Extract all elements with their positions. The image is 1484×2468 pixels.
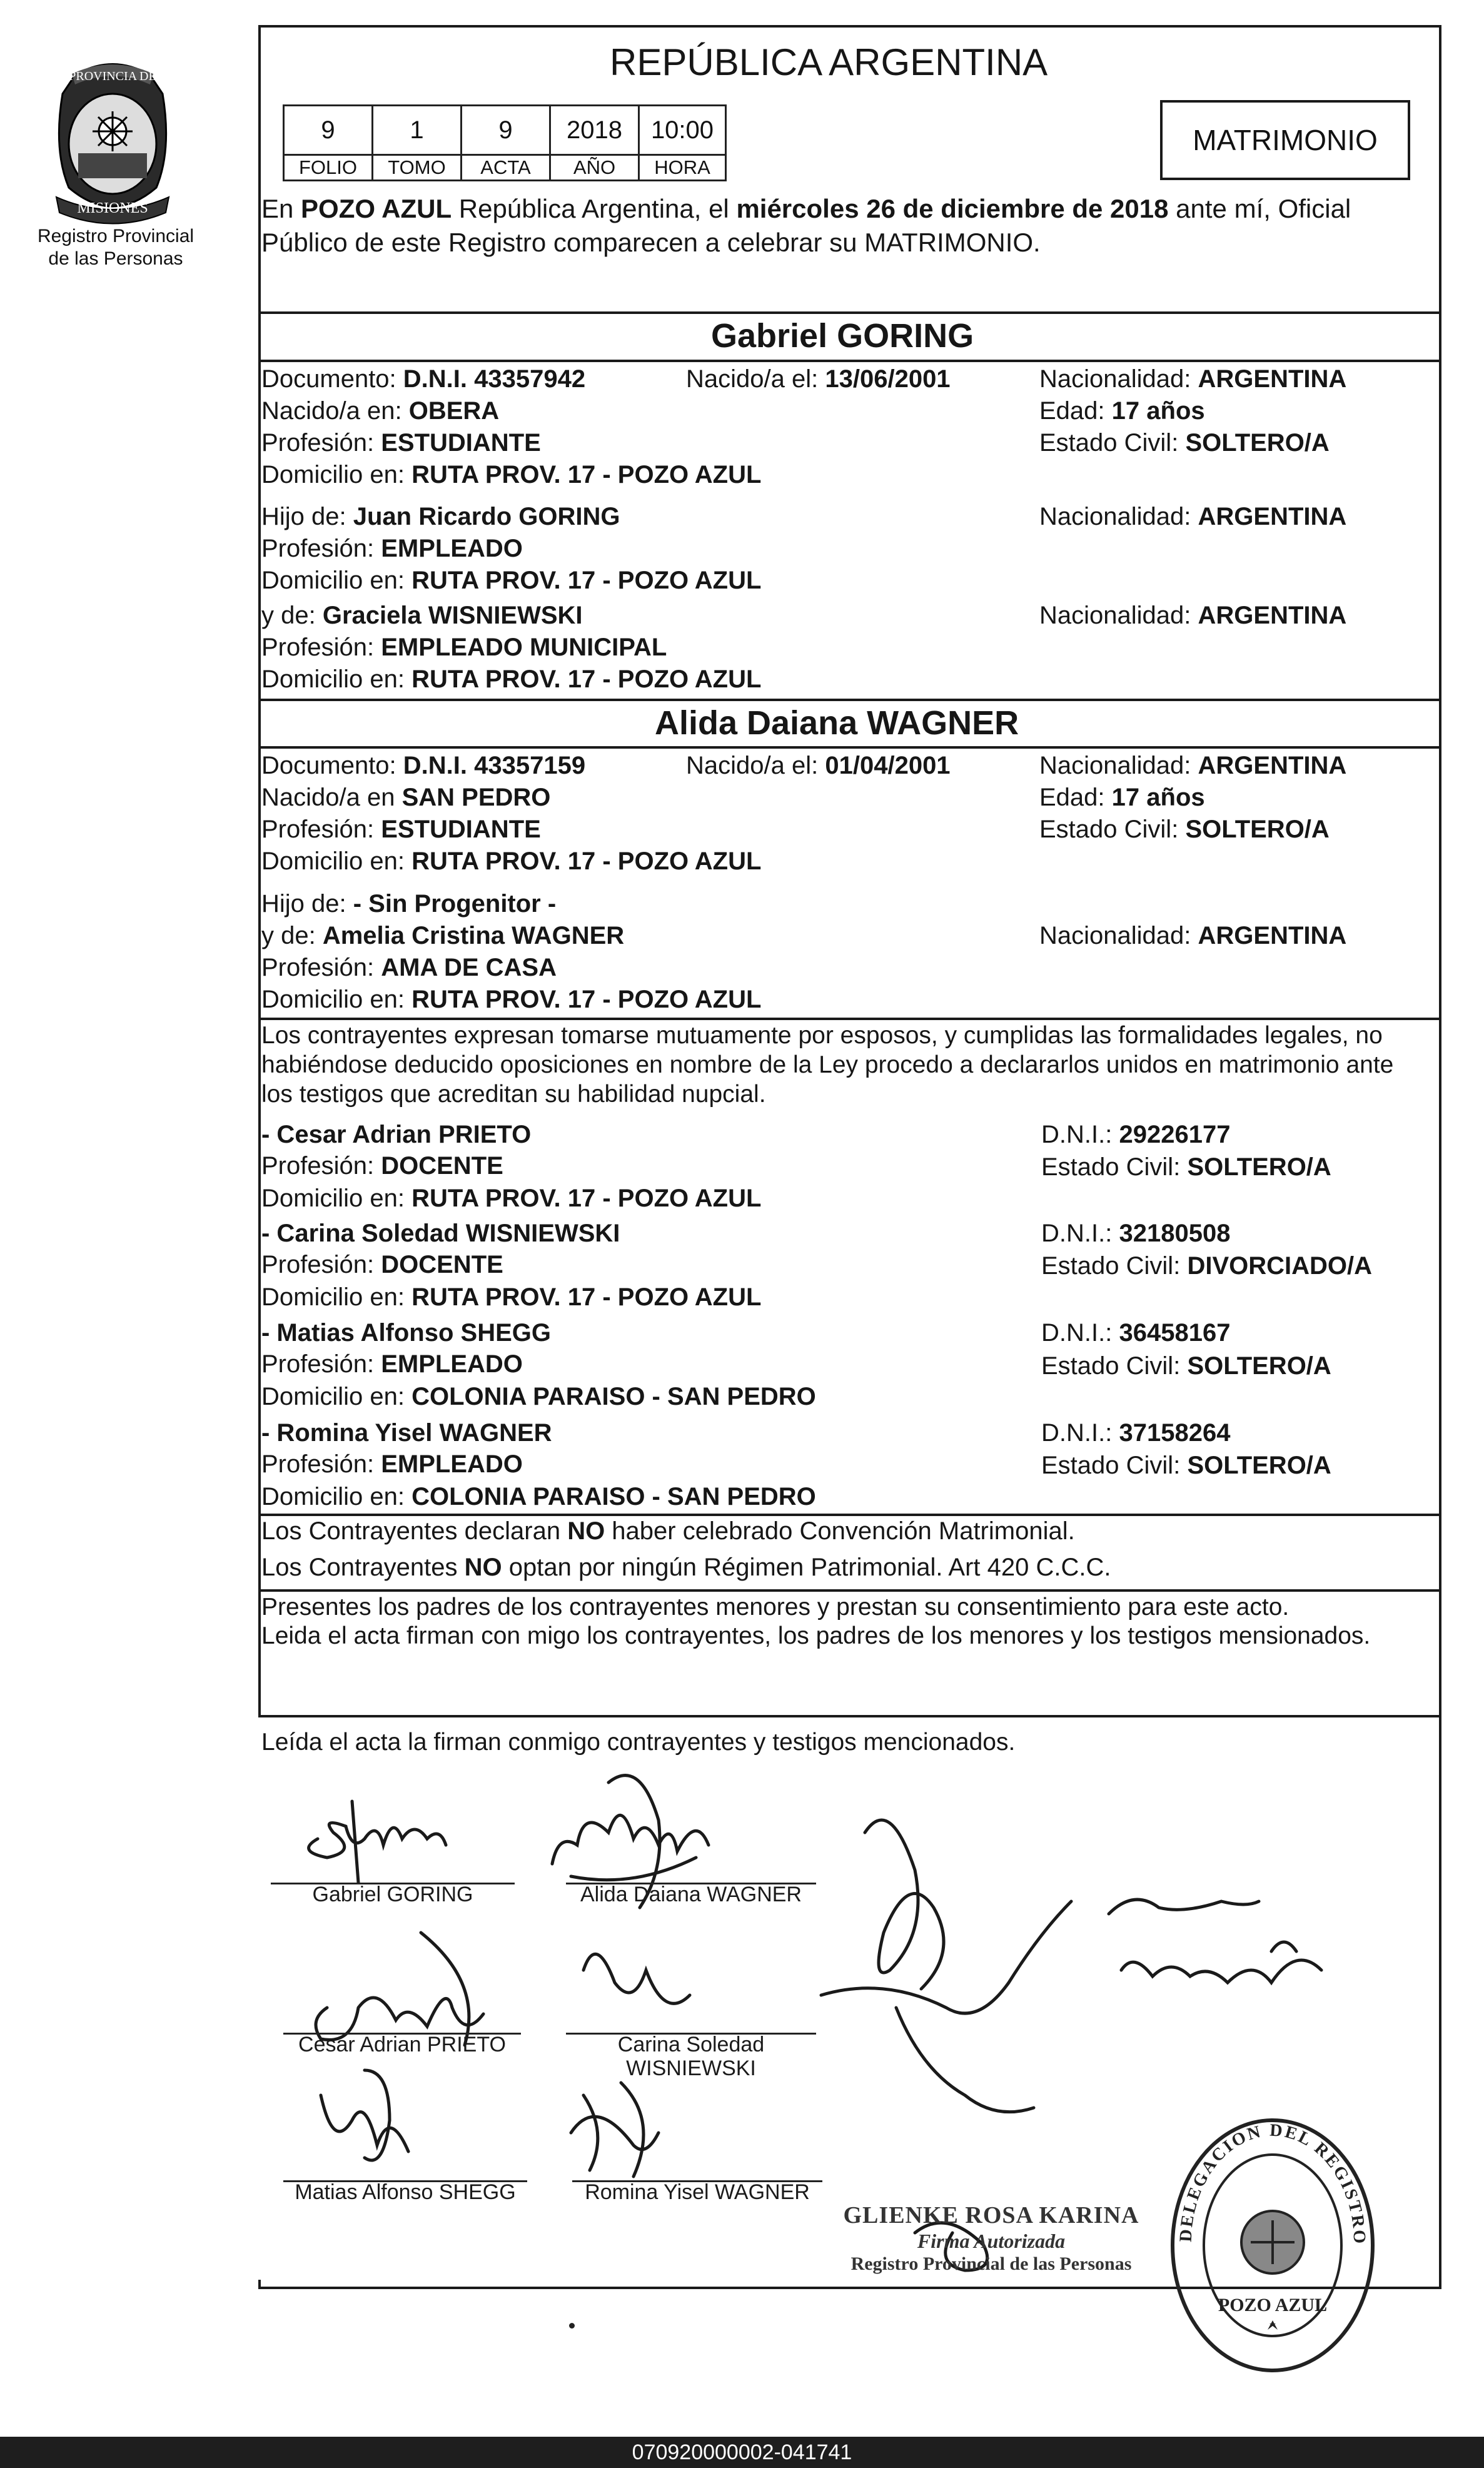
record-grid [283, 104, 727, 181]
spouse1-mother-nationality: Nacionalidad: ARGENTINA [1039, 602, 1347, 629]
spouse2-civil-status: Estado Civil: SOLTERO/A [1039, 816, 1330, 843]
footer-bar [0, 2437, 1484, 2468]
witness-2-civil-status: Estado Civil: DIVORCIADO/A [1041, 1252, 1373, 1280]
act-type-box: MATRIMONIO [1160, 100, 1410, 180]
spouse2-documento: Documento: D.N.I. 43357159 [261, 752, 586, 779]
spouse1-mother: y de: Graciela WISNIEWSKI [261, 602, 583, 629]
signature-name-s4a: Carina Soledad [617, 2033, 765, 2056]
witness-3-address: Domicilio en: COLONIA PARAISO - SAN PEDRO [261, 1383, 816, 1410]
divider [258, 746, 1441, 749]
record-acta-value: 9 [460, 104, 551, 156]
witness-1-profession: Profesión: DOCENTE [261, 1152, 503, 1180]
registry-logo [38, 56, 188, 225]
spouse2-age: Edad: 17 años [1039, 784, 1205, 811]
signature-name-s6: Romina Yisel WAGNER [585, 2180, 810, 2204]
witness-4-address: Domicilio en: COLONIA PARAISO - SAN PEDRO [261, 1483, 816, 1510]
spouse1-nationality: Nacionalidad: ARGENTINA [1039, 365, 1347, 393]
signatures-intro: Leída el acta la firman conmigo contrayentes y testigos mencionados. [261, 1729, 1016, 1756]
witness-4-profession: Profesión: EMPLEADO [261, 1450, 523, 1478]
spouse1-father-nationality: Nacionalidad: ARGENTINA [1039, 503, 1347, 530]
spouse1-civil-status: Estado Civil: SOLTERO/A [1039, 429, 1330, 457]
consent-line-1: Presentes los padres de los contrayentes menores y prestan su consentimiento para este acto. [261, 1594, 1290, 1621]
official-stamp-office: Registro Provincial de las Personas [851, 2253, 1132, 2274]
witness-2-dni: D.N.I.: 32180508 [1041, 1220, 1231, 1247]
barcode-text: 070920000002-041741 [632, 2440, 852, 2464]
spouse1-name: Gabriel GORING [711, 317, 974, 355]
record-tomo-label: TOMO [371, 154, 462, 181]
page-title: REPÚBLICA ARGENTINA [610, 41, 1048, 83]
consent-line-2: Leida el acta firman con migo los contrayentes, los padres de los menores y los testigos mensionados. [261, 1622, 1371, 1649]
spouse1-age: Edad: 17 años [1039, 397, 1205, 425]
signature-name-s5: Matias Alfonso SHEGG [295, 2180, 516, 2204]
record-tomo-value: 1 [371, 104, 462, 156]
spouse2-birthdate: Nacido/a el: 01/04/2001 [686, 752, 951, 779]
divider [258, 1018, 1441, 1020]
spouse2-nationality: Nacionalidad: ARGENTINA [1039, 752, 1347, 779]
svg-text:DELEGACION DEL REGISTRO PROVIN: DELEGACION DEL REGISTRO [1176, 2120, 1370, 2246]
intro-place: POZO AZUL [301, 194, 452, 223]
spouse1-profession: Profesión: ESTUDIANTE [261, 429, 541, 457]
spouse2-mother: y de: Amelia Cristina WAGNER [261, 922, 625, 949]
spouse2-birthplace: Nacido/a en SAN PEDRO [261, 784, 551, 811]
official-stamp-role: Firma Autorizada [917, 2230, 1066, 2252]
witness-3-dni: D.N.I.: 36458167 [1041, 1319, 1231, 1347]
spouse2-address: Domicilio en: RUTA PROV. 17 - POZO AZUL [261, 847, 762, 875]
divider [258, 311, 1441, 314]
signature-name-s1: Gabriel GORING [312, 1883, 473, 1906]
round-seal-icon [1166, 2111, 1379, 2374]
spouse1-birthdate: Nacido/a el: 13/06/2001 [686, 365, 951, 393]
intro-line-1: En POZO AZUL República Argentina, el miércoles 26 de diciembre de 2018 ante mí, Oficial [261, 194, 1351, 223]
record-hora-label: HORA [638, 154, 727, 181]
divider [258, 360, 1441, 362]
regimen-statement: Los Contrayentes NO optan por ningún Régimen Patrimonial. Art 420 C.C.C. [261, 1554, 1111, 1581]
witness-4-civil-status: Estado Civil: SOLTERO/A [1041, 1452, 1331, 1479]
spouse1-father: Hijo de: Juan Ricardo GORING [261, 503, 620, 530]
signature-name-s4b: WISNIEWSKI [626, 2056, 756, 2080]
witness-1-name: - Cesar Adrian PRIETO [261, 1121, 532, 1148]
witness-3-civil-status: Estado Civil: SOLTERO/A [1041, 1352, 1331, 1380]
declaration-line-3: los testigos que acreditan su habilidad nupcial. [261, 1081, 766, 1108]
spouse2-mother-nationality: Nacionalidad: ARGENTINA [1039, 922, 1347, 949]
registry-label-line2: de las Personas [48, 248, 183, 269]
svg-text:PROVINCIA DE: PROVINCIA DE [69, 69, 156, 83]
signature-name-s2: Alida Daiana WAGNER [580, 1883, 802, 1906]
divider [258, 1715, 1441, 1717]
scan-dot [569, 2323, 575, 2329]
spouse1-birthplace: Nacido/a en: OBERA [261, 397, 500, 425]
provincial-seal-icon [38, 56, 188, 225]
official-stamp [829, 2202, 1154, 2275]
signature-name-s3: Cesar Adrian PRIETO [298, 2033, 506, 2056]
witness-4-dni: D.N.I.: 37158264 [1041, 1419, 1231, 1447]
declaration-line-1: Los contrayentes expresan tomarse mutuamente por esposos, y cumplidas las formalidades legales, no [261, 1022, 1383, 1049]
svg-text:MISIONES: MISIONES [77, 200, 148, 216]
official-stamp-name: GLIENKE ROSA KARINA [843, 2202, 1139, 2228]
spouse1-mother-address: Domicilio en: RUTA PROV. 17 - POZO AZUL [261, 665, 762, 693]
witness-2-address: Domicilio en: RUTA PROV. 17 - POZO AZUL [261, 1283, 762, 1311]
intro-line-2: Público de este Registro comparecen a celebrar su MATRIMONIO. [261, 228, 1041, 257]
convention-statement: Los Contrayentes declaran NO haber celebrado Convención Matrimonial. [261, 1517, 1075, 1545]
spouse2-mother-profession: Profesión: AMA DE CASA [261, 954, 557, 981]
spouse2-father: Hijo de: - Sin Progenitor - [261, 890, 557, 918]
intro-date: miércoles 26 de diciembre de 2018 [736, 194, 1169, 223]
witness-3-name: - Matias Alfonso SHEGG [261, 1319, 552, 1347]
witness-1-dni: D.N.I.: 29226177 [1041, 1121, 1231, 1148]
svg-text:POZO AZUL: POZO AZUL [1218, 2295, 1328, 2315]
registry-label [25, 225, 206, 270]
witness-1-address: Domicilio en: RUTA PROV. 17 - POZO AZUL [261, 1185, 762, 1212]
delegation-seal [1166, 2111, 1379, 2374]
record-hora-value: 10:00 [638, 104, 727, 156]
spouse2-name: Alida Daiana WAGNER [655, 704, 1019, 742]
spouse2-mother-address: Domicilio en: RUTA PROV. 17 - POZO AZUL [261, 986, 762, 1013]
spouse1-father-address: Domicilio en: RUTA PROV. 17 - POZO AZUL [261, 567, 762, 594]
registry-label-line1: Registro Provincial [37, 226, 194, 246]
record-folio-value: 9 [283, 104, 373, 156]
witness-3-profession: Profesión: EMPLEADO [261, 1350, 523, 1378]
spouse1-address: Domicilio en: RUTA PROV. 17 - POZO AZUL [261, 461, 762, 488]
spouse1-father-profession: Profesión: EMPLEADO [261, 535, 523, 562]
witness-2-profession: Profesión: DOCENTE [261, 1251, 503, 1278]
record-acta-label: ACTA [460, 154, 551, 181]
divider [258, 1589, 1441, 1592]
witness-1-civil-status: Estado Civil: SOLTERO/A [1041, 1153, 1331, 1181]
declaration-line-2: habiéndose deducido oposiciones en nombre de la Ley procedo a declararlos unidos en matrimonio ante [261, 1051, 1394, 1078]
record-folio-label: FOLIO [283, 154, 373, 181]
spouse1-documento: Documento: D.N.I. 43357942 [261, 365, 586, 393]
divider [258, 699, 1441, 701]
witness-2-name: - Carina Soledad WISNIEWSKI [261, 1220, 620, 1247]
spouse2-profession: Profesión: ESTUDIANTE [261, 816, 541, 843]
record-ano-label: AÑO [549, 154, 640, 181]
spouse1-mother-profession: Profesión: EMPLEADO MUNICIPAL [261, 634, 667, 661]
record-ano-value: 2018 [549, 104, 640, 156]
witness-4-name: - Romina Yisel WAGNER [261, 1419, 552, 1447]
